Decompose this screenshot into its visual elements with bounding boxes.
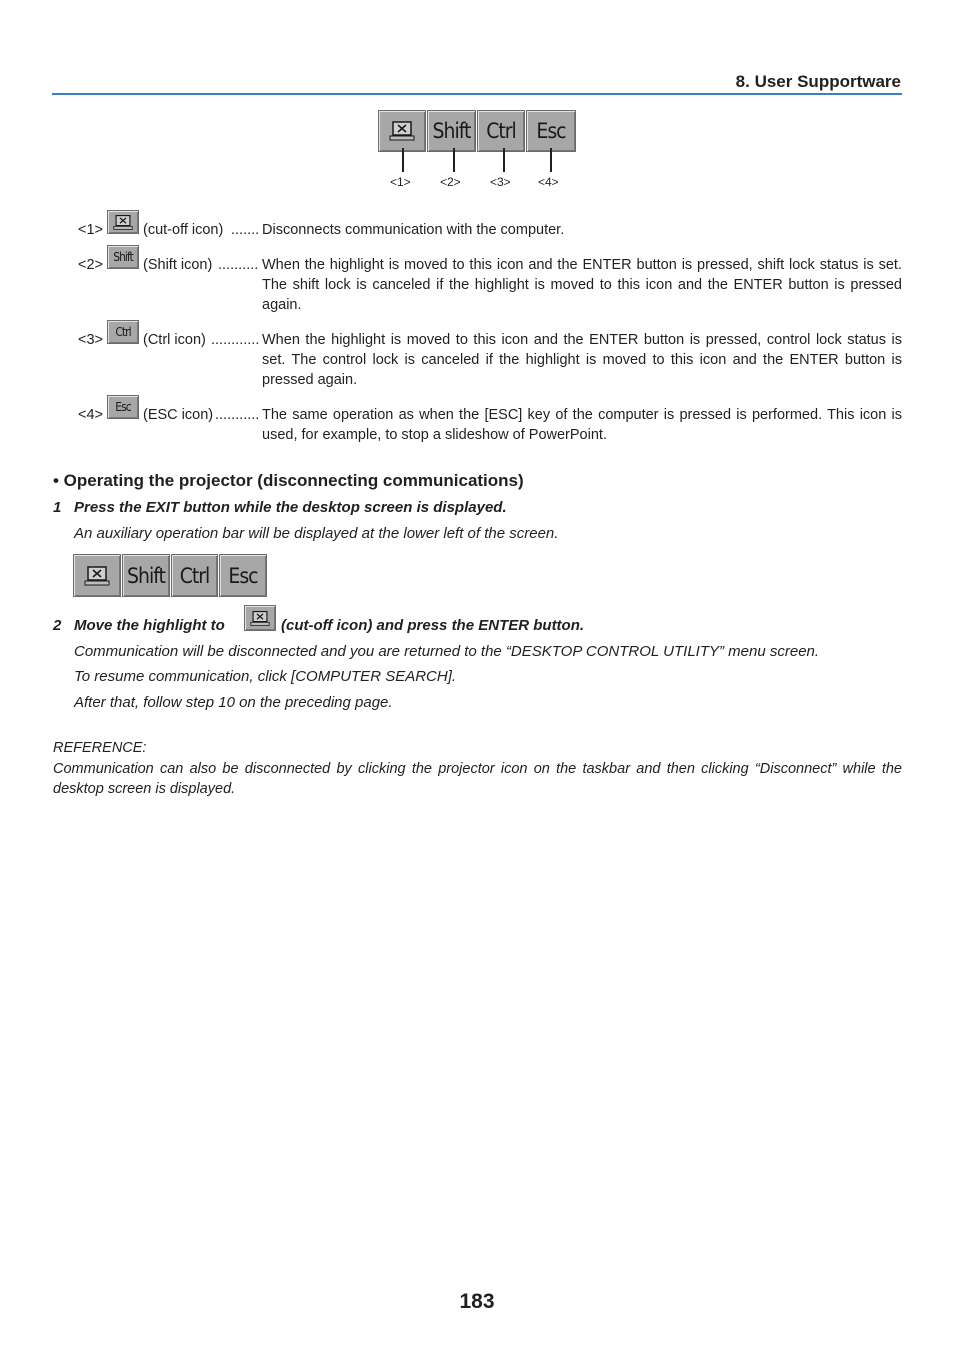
monitor-cut-off-icon — [84, 565, 110, 587]
callout-label-2: <2> — [440, 175, 461, 189]
callout-label-1: <1> — [390, 175, 411, 189]
esc-button[interactable]: Esc — [526, 110, 576, 152]
item-number: <3> — [78, 332, 103, 348]
inline-cut-off-icon — [244, 605, 276, 631]
callout-label-3: <3> — [490, 175, 511, 189]
icon-name: (ESC icon) — [143, 407, 214, 423]
step-title-pre: Move the highlight to — [74, 617, 225, 634]
page-number: 183 — [459, 1290, 495, 1313]
shift-button[interactable]: Shift — [427, 110, 476, 152]
icon-description: When the highlight is moved to this icon and the ENTER button is pressed, shift lock status is set. The shift lock is canceled if the highlight is moved to this icon and the ENTER button is pressed again. — [262, 257, 902, 313]
monitor-cut-off-icon — [113, 214, 133, 231]
reference-text: Communication can also be disconnected by clicking the projector icon on the taskbar and then clicking “Disconnect” while the desktop screen is displayed. — [53, 761, 902, 797]
icon-name: (Ctrl icon) — [143, 332, 206, 348]
section-header: 8. User Supportware — [735, 72, 901, 91]
header-rule — [52, 93, 902, 95]
cut-off-button[interactable] — [73, 554, 121, 597]
icon-description: When the highlight is moved to this icon and the ENTER button is pressed, control lock status is set. The control lock is canceled if the highlight is moved to this icon and the ENTER button is pressed again. — [262, 332, 902, 388]
shift-icon: Shift — [107, 245, 139, 269]
callout-label-4: <4> — [538, 175, 559, 189]
item-number: <1> — [78, 222, 103, 238]
ctrl-button[interactable]: Ctrl — [171, 554, 218, 597]
callout-line-1 — [402, 148, 404, 172]
ctrl-button[interactable]: Ctrl — [477, 110, 525, 152]
ctrl-icon: Ctrl — [107, 320, 139, 344]
step-title-post: (cut-off icon) and press the ENTER button. — [281, 617, 585, 634]
monitor-cut-off-icon — [250, 610, 270, 627]
reference-label: REFERENCE: — [53, 740, 147, 756]
step-title: Press the EXIT button while the desktop screen is displayed. — [74, 499, 507, 516]
shift-button[interactable]: Shift — [122, 554, 170, 597]
step-number: 1 — [53, 499, 62, 516]
item-number: <2> — [78, 257, 103, 273]
esc-button[interactable]: Esc — [219, 554, 267, 597]
leader-dots: ........... — [215, 407, 260, 423]
step-body: An auxiliary operation bar will be displayed at the lower left of the screen. — [74, 525, 559, 542]
step-body-line: To resume communication, click [COMPUTER SEARCH]. — [74, 668, 457, 685]
icon-description: Disconnects communication with the computer. — [262, 222, 565, 238]
esc-icon: Esc — [107, 395, 139, 419]
cut-off-icon — [107, 210, 139, 234]
callout-line-4 — [550, 148, 552, 172]
icon-name: (cut-off icon) — [143, 222, 224, 238]
step-body-line: After that, follow step 10 on the preceding page. — [74, 694, 393, 711]
callout-line-2 — [453, 148, 455, 172]
item-number: <4> — [78, 407, 103, 423]
monitor-cut-off-icon — [389, 120, 415, 142]
callout-line-3 — [503, 148, 505, 172]
icon-name: (Shift icon) — [143, 257, 213, 273]
step-number: 2 — [53, 617, 62, 634]
leader-dots: ....... — [231, 222, 260, 238]
cut-off-button[interactable] — [378, 110, 426, 152]
step-body-line: Communication will be disconnected and you are returned to the “DESKTOP CONTROL UTILITY” menu screen. — [74, 643, 820, 660]
section-title: • Operating the projector (disconnecting communications) — [53, 471, 524, 490]
icon-description: The same operation as when the [ESC] key of the computer is pressed is performed. This icon is used, for example, to stop a slideshow of PowerPoint. — [262, 407, 902, 443]
leader-dots: ............ — [211, 332, 260, 348]
leader-dots: .......... — [218, 257, 259, 273]
